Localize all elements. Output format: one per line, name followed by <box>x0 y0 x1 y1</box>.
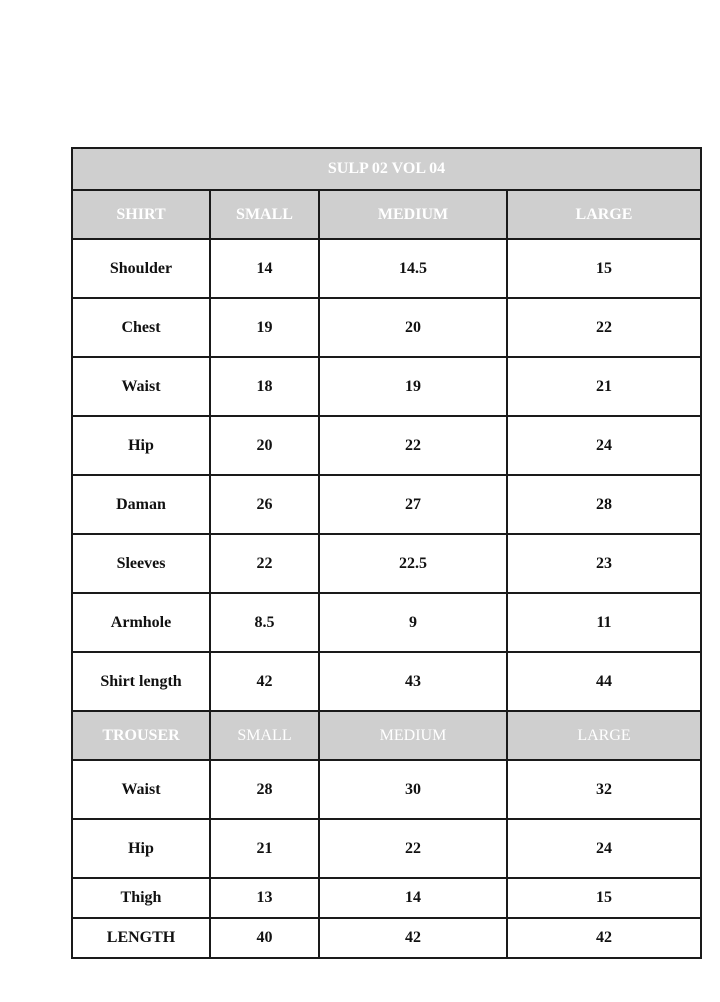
table-row <box>72 652 701 711</box>
measurement-label: Hip <box>72 819 210 878</box>
header-cell: SMALL <box>210 190 319 239</box>
header-cell: LARGE <box>507 190 701 239</box>
size-value: 42 <box>507 918 701 958</box>
size-value: 9 <box>319 593 507 652</box>
size-value: 22.5 <box>319 534 507 593</box>
header-cell: MEDIUM <box>319 190 507 239</box>
table-row <box>72 819 701 878</box>
size-value: 43 <box>319 652 507 711</box>
size-value: 20 <box>319 298 507 357</box>
size-value: 27 <box>319 475 507 534</box>
table-row <box>72 239 701 298</box>
header-cell: TROUSER <box>72 711 210 760</box>
measurement-label: Sleeves <box>72 534 210 593</box>
size-value: 13 <box>210 878 319 918</box>
table-row <box>72 878 701 918</box>
trouser-header-row <box>72 711 701 760</box>
measurement-label: Chest <box>72 298 210 357</box>
table-row <box>72 298 701 357</box>
shirt-header-row <box>72 190 701 239</box>
header-cell: SMALL <box>210 711 319 760</box>
size-value: 28 <box>507 475 701 534</box>
title-row <box>72 148 701 190</box>
size-value: 40 <box>210 918 319 958</box>
size-value: 22 <box>319 416 507 475</box>
size-value: 23 <box>507 534 701 593</box>
size-value: 44 <box>507 652 701 711</box>
table-row <box>72 534 701 593</box>
size-value: 21 <box>210 819 319 878</box>
size-value: 19 <box>210 298 319 357</box>
measurement-label: Waist <box>72 760 210 819</box>
size-value: 15 <box>507 878 701 918</box>
table-row <box>72 357 701 416</box>
size-value: 42 <box>210 652 319 711</box>
size-value: 22 <box>210 534 319 593</box>
size-value: 22 <box>507 298 701 357</box>
size-value: 14 <box>210 239 319 298</box>
table-row <box>72 760 701 819</box>
size-value: 24 <box>507 819 701 878</box>
size-value: 15 <box>507 239 701 298</box>
measurement-label: Thigh <box>72 878 210 918</box>
size-value: 28 <box>210 760 319 819</box>
table-row <box>72 475 701 534</box>
measurement-label: Waist <box>72 357 210 416</box>
measurement-label: Armhole <box>72 593 210 652</box>
size-value: 24 <box>507 416 701 475</box>
chart-title: SULP 02 VOL 04 <box>72 148 701 190</box>
size-value: 19 <box>319 357 507 416</box>
size-value: 20 <box>210 416 319 475</box>
size-value: 32 <box>507 760 701 819</box>
table-row <box>72 416 701 475</box>
measurement-label: Shirt length <box>72 652 210 711</box>
size-value: 26 <box>210 475 319 534</box>
size-value: 14.5 <box>319 239 507 298</box>
size-value: 30 <box>319 760 507 819</box>
header-cell: LARGE <box>507 711 701 760</box>
table-row <box>72 918 701 958</box>
size-value: 11 <box>507 593 701 652</box>
size-value: 18 <box>210 357 319 416</box>
measurement-label: Hip <box>72 416 210 475</box>
header-cell: MEDIUM <box>319 711 507 760</box>
size-value: 42 <box>319 918 507 958</box>
measurement-label: Daman <box>72 475 210 534</box>
size-value: 21 <box>507 357 701 416</box>
size-chart-table <box>71 147 702 959</box>
measurement-label: LENGTH <box>72 918 210 958</box>
table-row <box>72 593 701 652</box>
size-value: 22 <box>319 819 507 878</box>
size-value: 14 <box>319 878 507 918</box>
header-cell: SHIRT <box>72 190 210 239</box>
size-value: 8.5 <box>210 593 319 652</box>
measurement-label: Shoulder <box>72 239 210 298</box>
